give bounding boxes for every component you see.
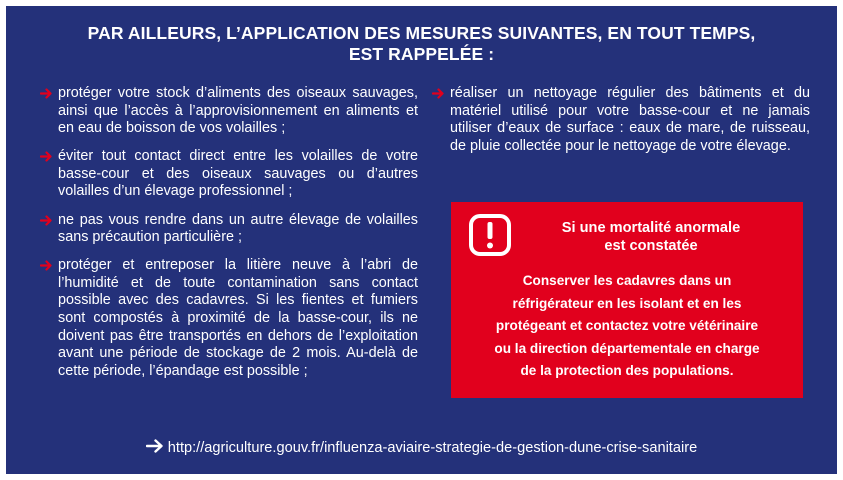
reference-link[interactable]: http://agriculture.gouv.fr/influenza-aviaire-strategie-de-gestion-dune-crise-sanitaire (167, 440, 698, 456)
alert-body-line: Conserver les cadavres dans un (522, 273, 732, 288)
alert-body-line: de la protection des populations. (520, 363, 734, 379)
list-item (40, 257, 418, 380)
list-item (40, 85, 418, 138)
alert-body-line: réfrigérateur en les isolant et en les (512, 295, 742, 311)
alert-title-line-1: Si une mortalité anormale (561, 220, 741, 236)
red-arrow-icon (40, 259, 53, 272)
info-panel (6, 6, 837, 474)
list-item-text: éviter tout contact direct entre les volailles de votre basse-cour et des oiseaux sauvages ou d’autres volailles d’un élevage professionnel ; (58, 148, 418, 200)
alert-title (509, 219, 793, 255)
alert-body-line: ou la direction départementale en charge (494, 340, 760, 356)
reference-link-row (6, 439, 837, 457)
alert-box (451, 202, 803, 398)
right-column (432, 85, 810, 166)
alert-body (471, 270, 783, 383)
title-line-1: PAR AILLEURS, L’APPLICATION DES MESURES SUIVANTES, EN TOUT TEMPS, (87, 23, 756, 43)
exclamation-icon (468, 213, 512, 257)
list-item-text: réaliser un nettoyage régulier des bâtiments et du matériel utilisé pour votre basse-cour et ne jamais utiliser d’eaux de surface : eaux de mare, de ruisseau, de pluie collectée pour le nettoyage de votre élevage. (450, 85, 810, 154)
red-arrow-icon (432, 87, 445, 100)
white-arrow-icon (146, 439, 164, 453)
alert-body-line: protégeant et contactez votre vétérinaire (495, 318, 759, 334)
red-arrow-icon (40, 87, 53, 100)
list-item-text: protéger et entreposer la litière neuve à l’abri de l’humidité et de toute contamination sans contact possible avec des cadavres. Si les fientes et fumiers sont compostés à proximité de la basse-cour, ils ne doivent pas être transportés en dehors de l’exploitation avant une période de stockage de 2 mois. Au-delà de cette période, l’épandage est possible ; (58, 257, 418, 379)
left-column (40, 85, 418, 391)
alert-title-line-2: est constatée (604, 238, 698, 254)
list-item (40, 148, 418, 201)
list-item-text: protéger votre stock d’aliments des oiseaux sauvages, ainsi que l’accès à l’approvisionnement en aliments et en eau de boisson de vos volailles ; (58, 85, 418, 137)
panel-title (46, 23, 797, 65)
list-item-text: ne pas vous rendre dans un autre élevage de volailles sans précaution particulière ; (58, 211, 418, 246)
list-item (432, 85, 810, 155)
red-arrow-icon (40, 150, 53, 163)
red-arrow-icon (40, 214, 53, 227)
title-line-2: EST RAPPELÉE : (348, 44, 495, 64)
list-item (40, 212, 418, 247)
